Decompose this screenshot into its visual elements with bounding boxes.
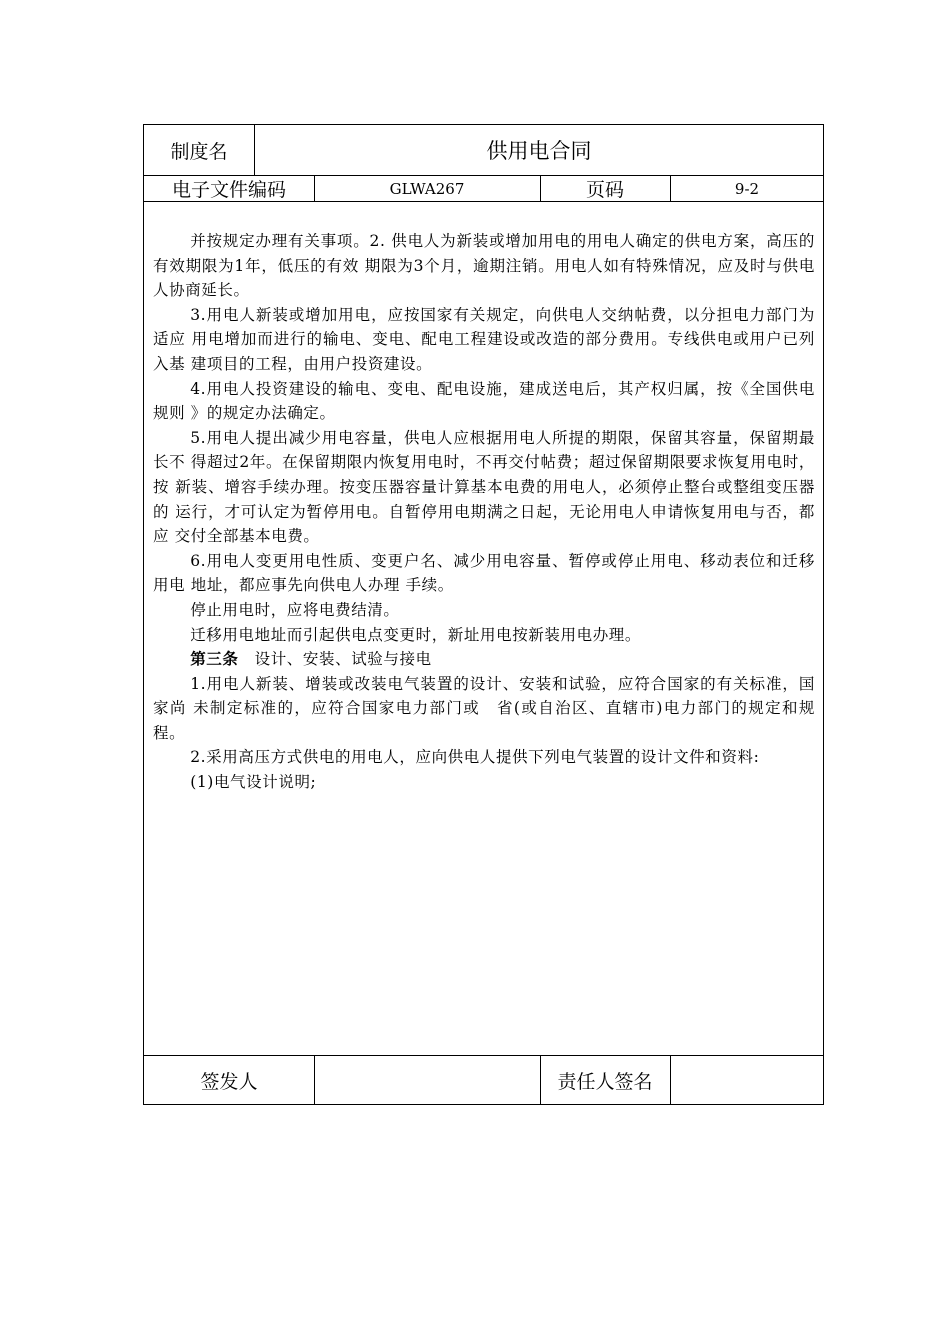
article-title: 设计、安装、试验与接电 — [254, 650, 432, 669]
article-number: 第三条 — [190, 650, 239, 669]
code-label: 电子文件编码 — [171, 179, 286, 201]
paragraph: 6.用电人变更用电性质、变更户名、减少用电容量、暂停或停止用电、移动表位和迁移用电 地址，都应事先向供电人办理 手续。 — [153, 551, 815, 595]
paragraph: 停止用电时，应将电费结清。 — [190, 600, 400, 619]
divider — [144, 201, 823, 202]
responsible-label: 责任人签名 — [557, 1070, 653, 1093]
paragraph: 1.用电人新装、增装或改装电气装置的设计、安装和试验，应符合国家的有关标准，国家尚 未制定标准的，应符合国家电力部门或 省(或自治区、直辖市)电力部门的规定和规 程。 — [153, 674, 815, 742]
article-heading-line — [153, 647, 815, 672]
page-value: 9-2 — [734, 179, 760, 198]
name-label: 制度名 — [170, 140, 228, 163]
document-body — [153, 229, 815, 795]
page-label: 页码 — [585, 179, 624, 201]
issuer-signature-field[interactable] — [314, 1056, 540, 1104]
document-form — [143, 124, 824, 1105]
responsible-signature-field[interactable] — [670, 1056, 824, 1104]
paragraph: (1)电气设计说明; — [190, 773, 317, 792]
code-value: GLWA267 — [389, 179, 465, 198]
paragraph: 5.用电人提出减少用电容量，供电人应根据用电人所提的期限，保留其容量，保留期最长不 得超过2年。在保留期限内恢复用电时，不再交付帖费；超过保留期限要求恢复用电时，按 新装、增容手续办理。按变压器容量计算基本电费的用电人，必须停止整台或整组变压器的 运行，才可认定为暂停用电。自暂停用电期满之日起，无论用电人申请恢复用电与否，都应 交付全部基本电费。 — [153, 428, 815, 546]
issuer-label: 签发人 — [200, 1070, 258, 1093]
paragraph: 3.用电人新装或增加用电，应按国家有关规定，向供电人交纳帖费，以分担电力部门为适应 用电增加而进行的输电、变电、配电工程建设或改造的部分费用。专线供电或用户已列入基 建项目的工程，由用户投资建设。 — [153, 305, 815, 373]
paragraph: 4.用电人投资建设的输电、变电、配电设施，建成送电后，其产权归属，按《全国供电规则 》的规定办法确定。 — [153, 379, 815, 423]
paragraph: 并按规定办理有关事项。2. 供电人为新装或增加用电的用电人确定的供电方案，高压的有效期限为1年，低压的有效 期限为3个月，逾期注销。用电人如有特殊情况，应及时与供电人协商延长。 — [153, 232, 815, 300]
paragraph: 迁移用电地址而引起供电点变更时，新址用电按新装用电办理。 — [190, 625, 641, 644]
document-title: 供用电合同 — [486, 139, 592, 163]
paragraph: 2.采用高压方式供电的用电人，应向供电人提供下列电气装置的设计文件和资料: — [190, 748, 760, 767]
